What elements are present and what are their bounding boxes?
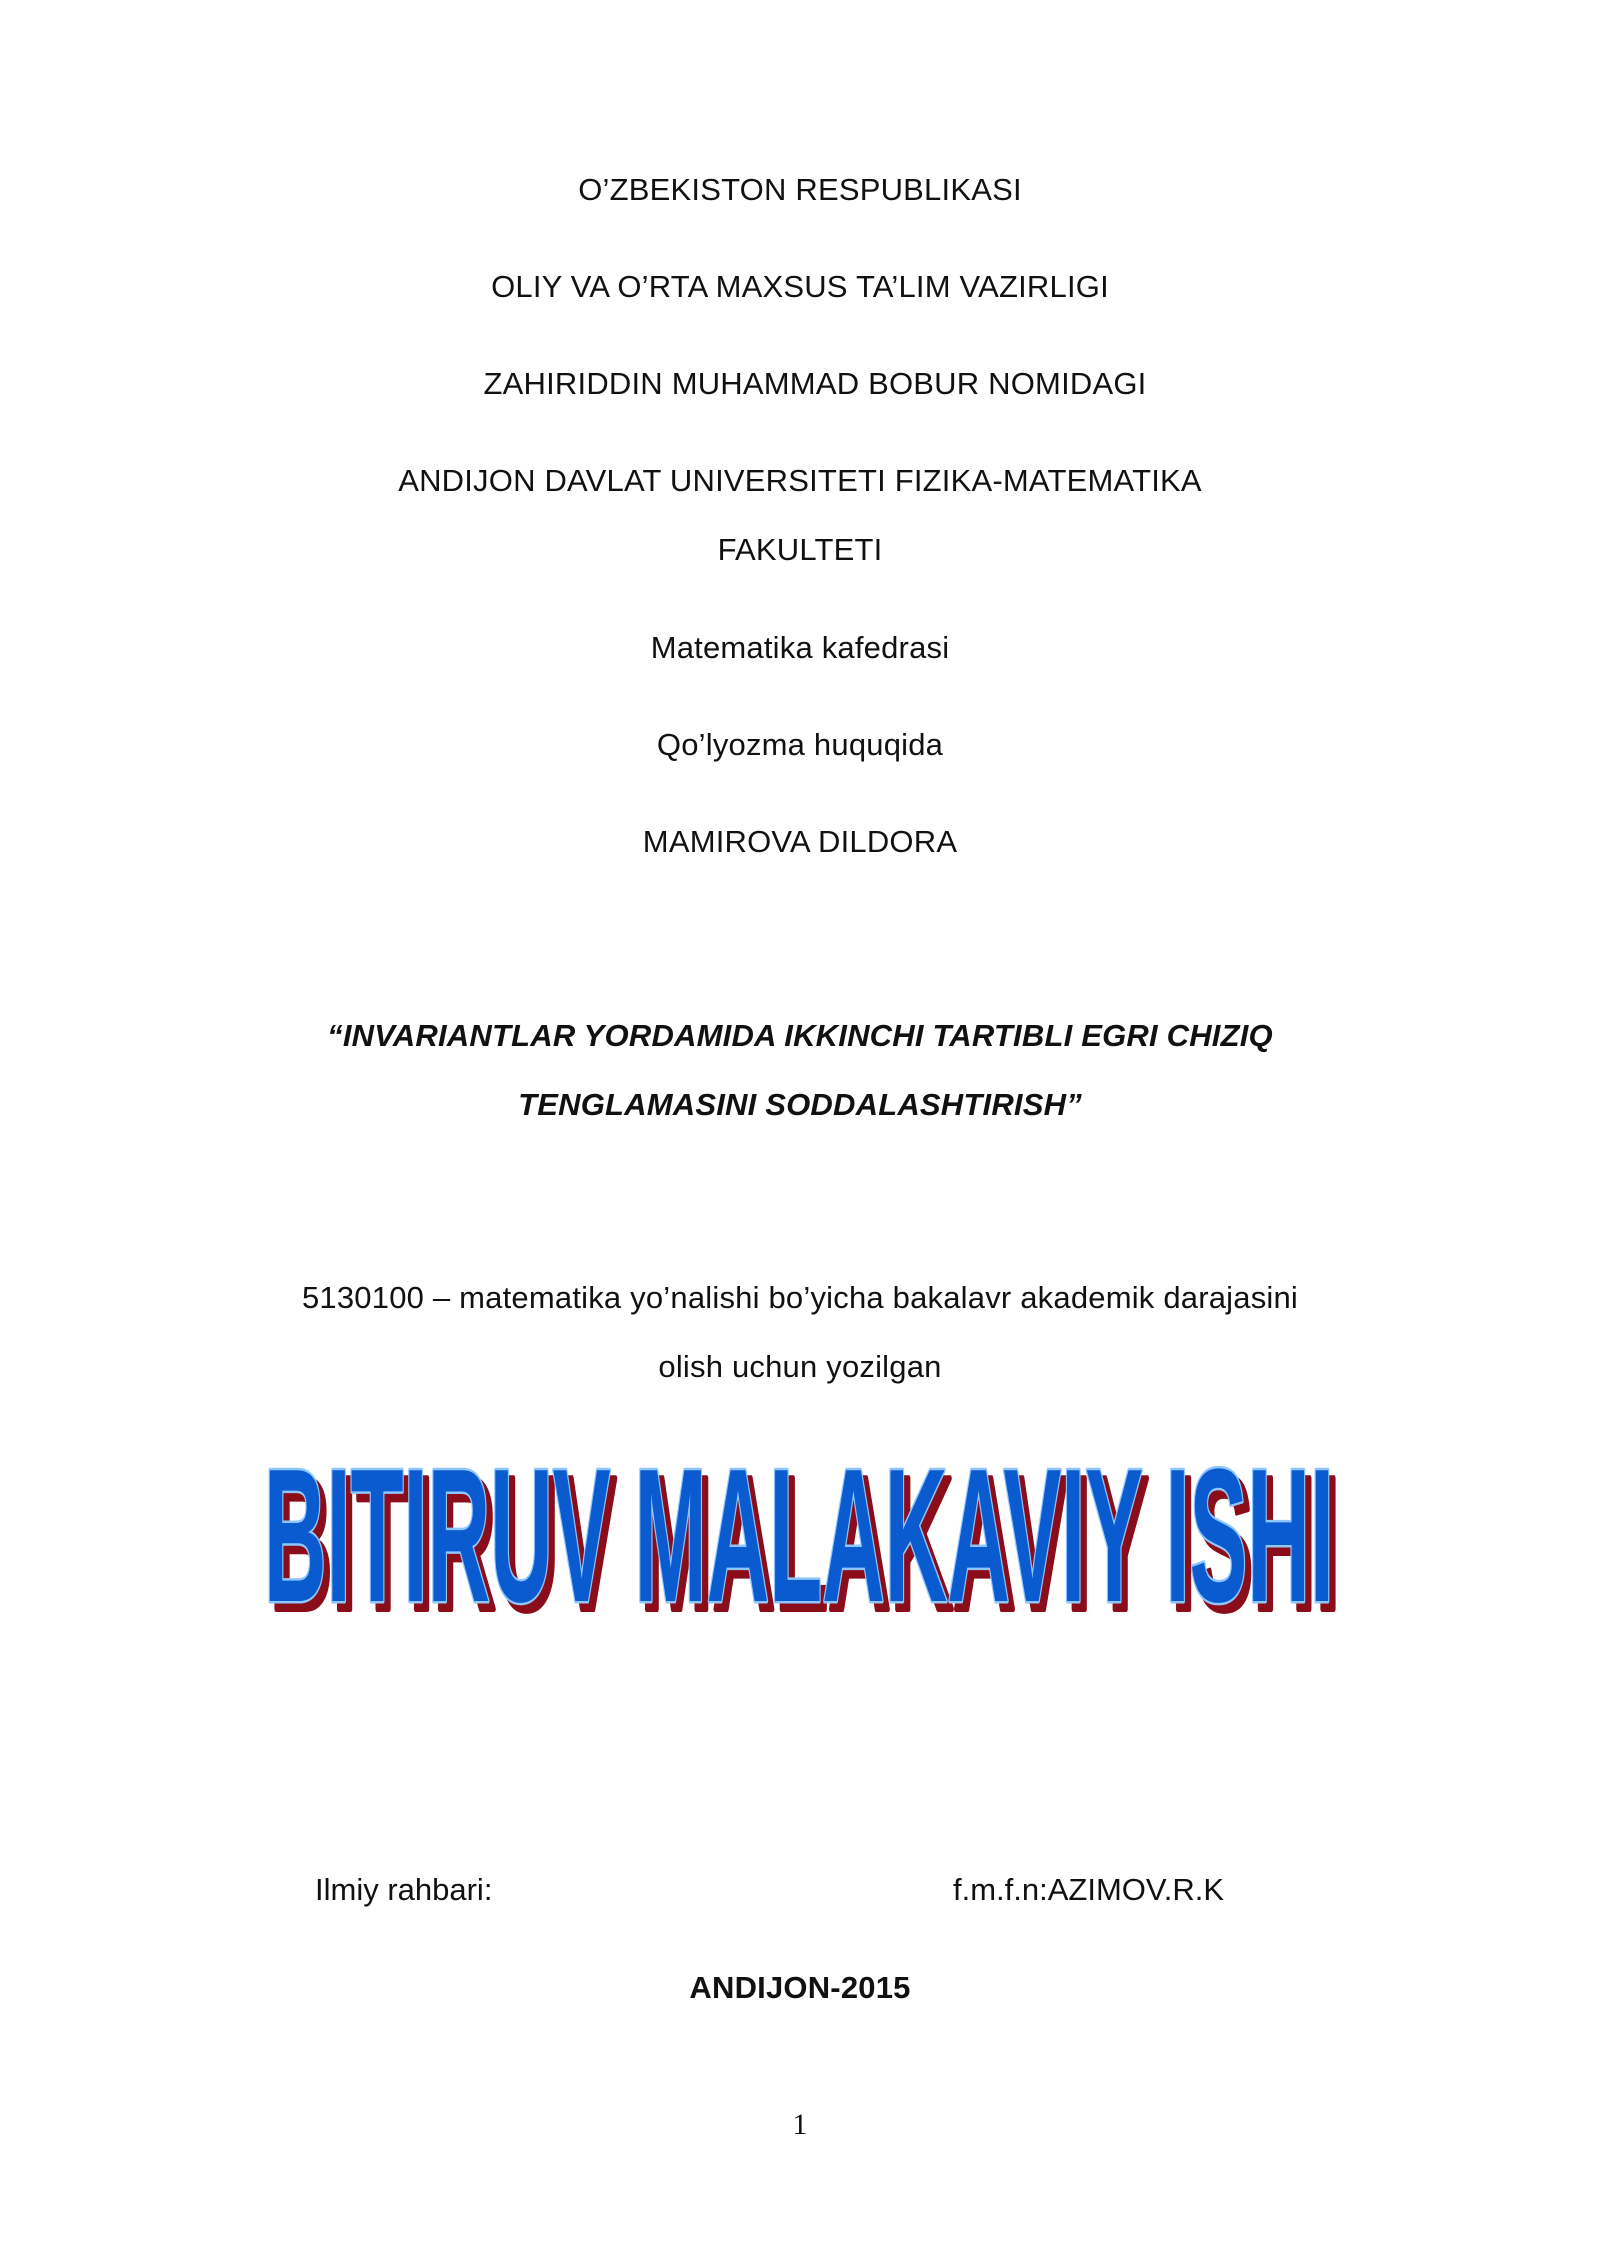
thesis-title-line-1: “INVARIANTLAR YORDAMIDA IKKINCHI TARTIBLI EGRI CHIZIQ bbox=[327, 1018, 1273, 1053]
faculty-line: FAKULTETI bbox=[717, 532, 883, 567]
degree-purpose-line-2: olish uchun yozilgan bbox=[658, 1349, 942, 1384]
university-faculty-line: ANDIJON DAVLAT UNIVERSITETI FIZIKA-MATEMATIKA bbox=[398, 463, 1202, 498]
banner-text: BITIRUV MALAKAVIY ISHI bbox=[264, 1430, 1334, 1635]
department-line: Matematika kafedrasi bbox=[650, 630, 950, 665]
manuscript-rights-line: Qo’lyozma huquqida bbox=[656, 727, 944, 762]
thesis-type-banner bbox=[250, 1415, 1360, 1635]
page-number: 1 bbox=[792, 2108, 808, 2141]
country-line: O’ZBEKISTON RESPUBLIKASI bbox=[578, 172, 1022, 207]
author-name: MAMIROVA DILDORA bbox=[642, 824, 958, 859]
thesis-title-line-2: TENGLAMASINI SODDALASHTIRISH” bbox=[518, 1087, 1082, 1122]
banner-shadow-text: BITIRUV MALAKAVIY ISHI bbox=[270, 1438, 1340, 1635]
university-name-line: ZAHIRIDDIN MUHAMMAD BOBUR NOMIDAGI bbox=[483, 366, 1147, 401]
city-year: ANDIJON-2015 bbox=[689, 1970, 911, 2005]
supervisor-name: f.m.f.n:AZIMOV.R.K bbox=[953, 1872, 1225, 1907]
supervisor-label: Ilmiy rahbari: bbox=[315, 1872, 493, 1907]
degree-purpose-line-1: 5130100 – matematika yo’nalishi bo’yicha bakalavr akademik darajasini bbox=[301, 1280, 1299, 1315]
ministry-line: OLIY VA O’RTA MAXSUS TA’LIM VAZIRLIGI bbox=[491, 269, 1109, 304]
